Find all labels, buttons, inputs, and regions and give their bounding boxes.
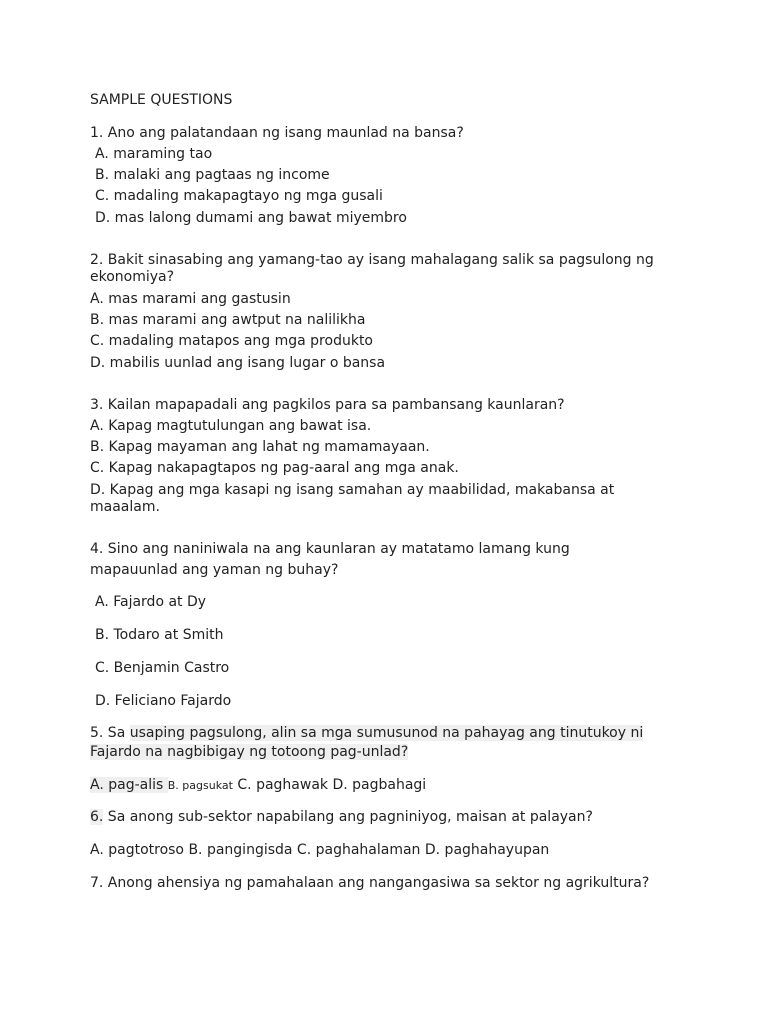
q5-number: 5. Sa xyxy=(90,725,130,741)
page-heading: SAMPLE QUESTIONS xyxy=(90,92,233,108)
q2-choice-d: D. mabilis uunlad ang isang lugar o bansa xyxy=(90,355,386,371)
q1-choice-d: D. mas lalong dumami ang bawat miyembro xyxy=(95,210,407,226)
q6-choices: A. pagtotroso B. pangingisda C. paghahalaman D. paghahayupan xyxy=(90,842,550,858)
question-4-line-1: 4. Sino ang naniniwala na ang kaunlaran ay matatamo lamang kung xyxy=(90,541,570,557)
q1-choice-a: A. maraming tao xyxy=(95,146,213,162)
q5-question-text: usaping pagsulong, alin sa mga sumusunod na pahayag ang tinutukoy ni xyxy=(129,725,644,741)
q1-choice-b: B. malaki ang pagtaas ng income xyxy=(95,167,330,183)
question-5-line-2 xyxy=(90,744,408,761)
q5-choice-c-d: C. paghawak D. pagbahagi xyxy=(237,777,427,793)
q5-choice-b: B. pagsukat xyxy=(167,779,233,792)
q4-choice-d: D. Feliciano Fajardo xyxy=(95,693,232,709)
q3-choice-d-line-2: maaalam. xyxy=(90,499,160,515)
q3-choice-d-line-1: D. Kapag ang mga kasapi ng isang samahan ay maabilidad, makabansa at xyxy=(90,482,615,498)
question-6 xyxy=(90,809,593,826)
q2-choice-c: C. madaling matapos ang mga produkto xyxy=(90,333,373,349)
q4-choice-a: A. Fajardo at Dy xyxy=(95,594,207,610)
question-2-line-2: ekonomiya? xyxy=(90,269,175,285)
q3-choice-a: A. Kapag magtutulungan ang bawat isa. xyxy=(90,418,372,434)
q2-choice-a: A. mas marami ang gastusin xyxy=(90,291,291,307)
question-7: 7. Anong ahensiya ng pamahalaan ang nangangasiwa sa sektor ng agrikultura? xyxy=(90,875,650,891)
question-4-line-2: mapauunlad ang yaman ng buhay? xyxy=(90,562,339,578)
q2-choice-b: B. mas marami ang awtput na nalilikha xyxy=(90,312,366,328)
q1-choice-c: C. madaling makapagtayo ng mga gusali xyxy=(95,188,383,204)
q5-choices xyxy=(90,777,426,794)
q3-choice-b: B. Kapag mayaman ang lahat ng mamamayaan. xyxy=(90,439,430,455)
q5-question-text-cont: Fajardo na nagbibigay ng totoong pag-unlad? xyxy=(90,744,409,760)
q4-choice-b: B. Todaro at Smith xyxy=(95,627,224,643)
q6-number: 6. xyxy=(90,809,104,825)
question-1: 1. Ano ang palatandaan ng isang maunlad na bansa? xyxy=(90,125,464,141)
q3-choice-c: C. Kapag nakapagtapos ng pag-aaral ang mga anak. xyxy=(90,460,459,476)
q5-choice-a: A. pag-alis xyxy=(90,777,168,793)
question-5-line-1 xyxy=(90,725,643,742)
q6-question-text: Sa anong sub-sektor napabilang ang pagniniyog, maisan at palayan? xyxy=(103,809,593,825)
q4-choice-c: C. Benjamin Castro xyxy=(95,660,230,676)
question-2-line-1: 2. Bakit sinasabing ang yamang-tao ay isang mahalagang salik sa pagsulong ng xyxy=(90,252,654,268)
question-3: 3. Kailan mapapadali ang pagkilos para sa pambansang kaunlaran? xyxy=(90,397,565,413)
